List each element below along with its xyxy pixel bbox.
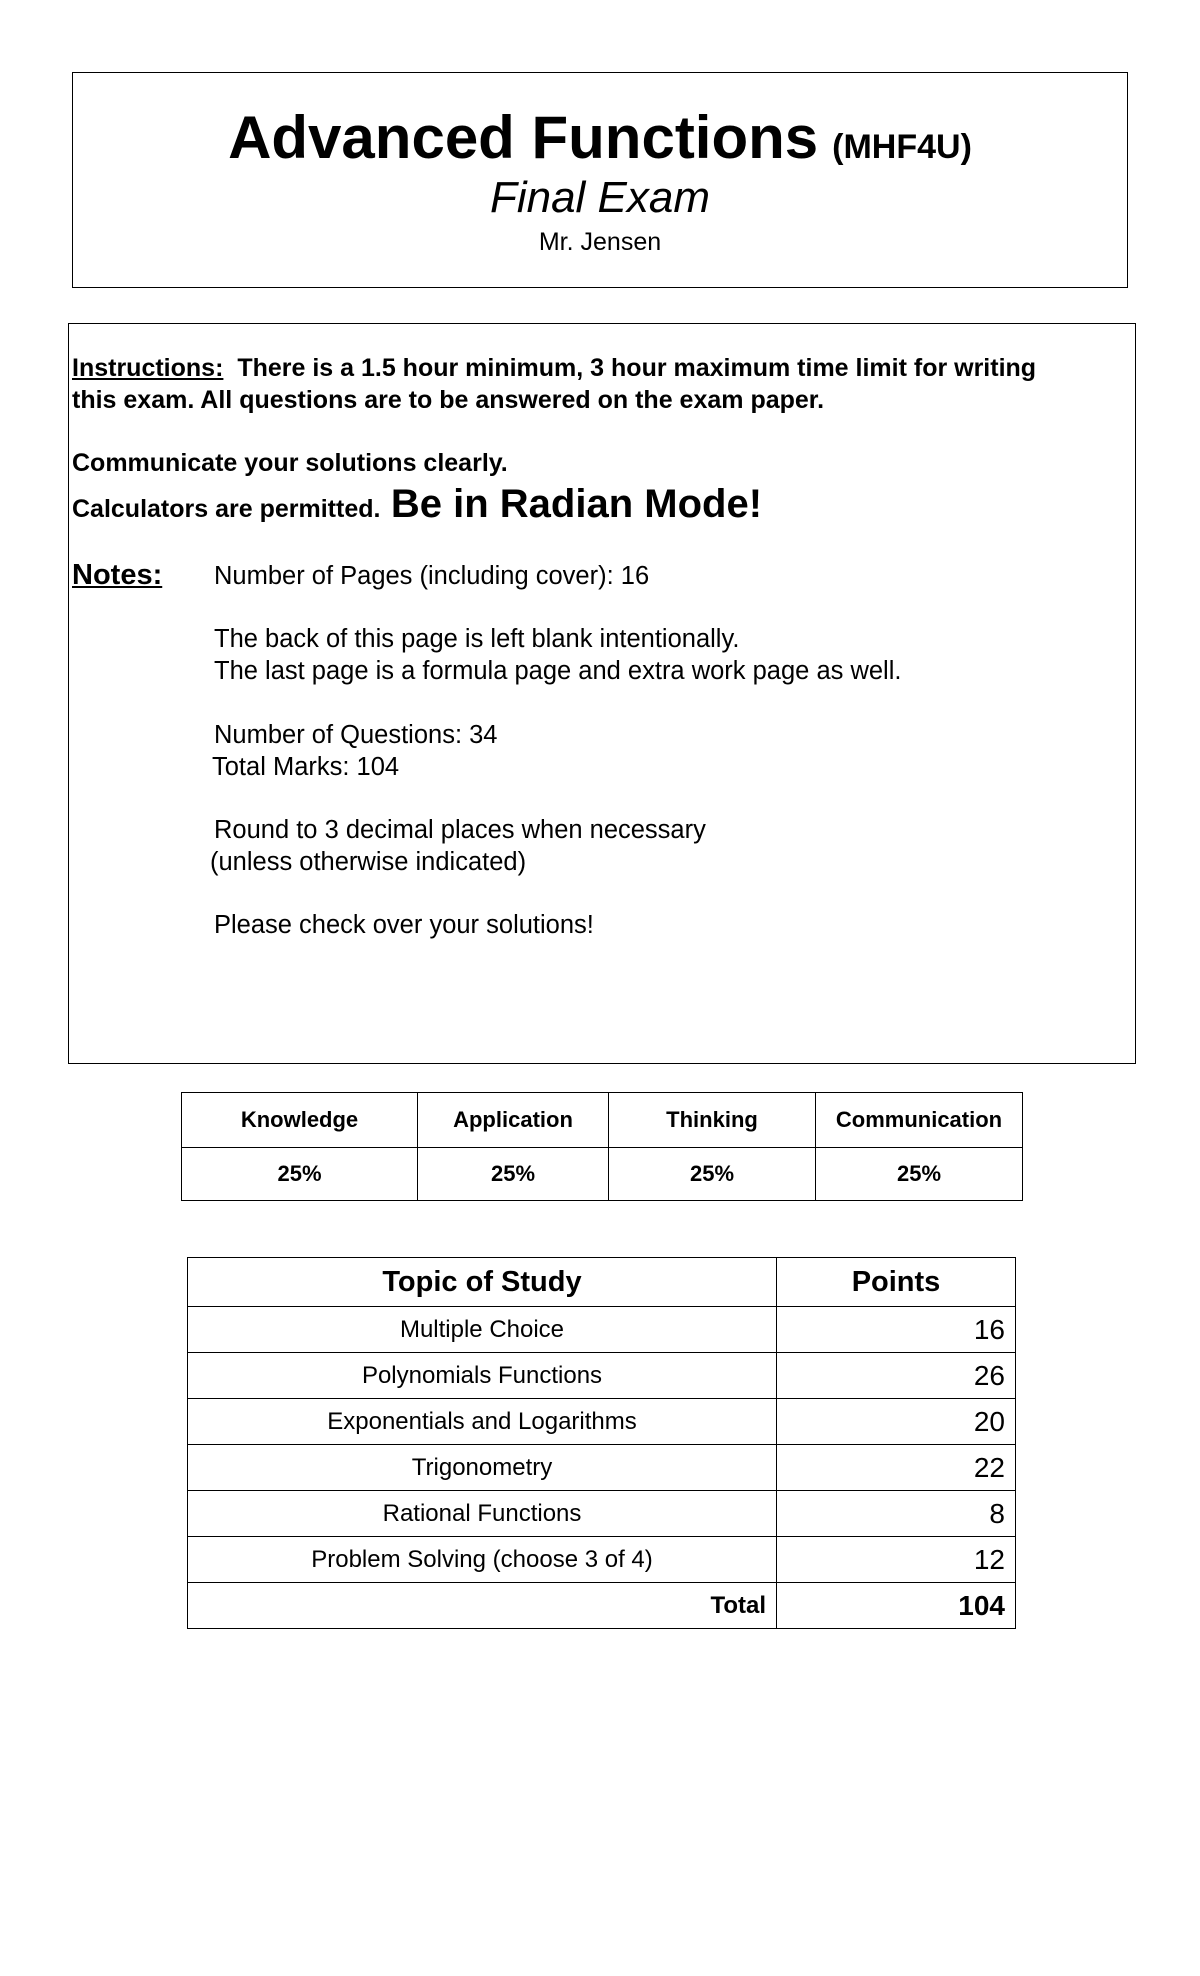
communicate-line: Communicate your solutions clearly. xyxy=(72,449,508,477)
note-total-marks: Total Marks: 104 xyxy=(212,753,400,781)
category-weight: 25% xyxy=(609,1148,816,1201)
calculators-text: Calculators are permitted. xyxy=(72,495,381,523)
note-round: Round to 3 decimal places when necessary xyxy=(214,816,706,844)
points-cell: 12 xyxy=(777,1537,1016,1583)
topic-cell: Multiple Choice xyxy=(188,1307,777,1353)
topic-cell: Rational Functions xyxy=(188,1491,777,1537)
points-cell: 20 xyxy=(777,1399,1016,1445)
note-questions: Number of Questions: 34 xyxy=(214,721,498,749)
total-label: Total xyxy=(188,1583,777,1629)
category-weight: 25% xyxy=(182,1148,418,1201)
course-code: (MHF4U) xyxy=(832,128,972,166)
total-row xyxy=(188,1583,1016,1629)
points-cell: 16 xyxy=(777,1307,1016,1353)
exam-title: Advanced Functions xyxy=(228,104,819,171)
topic-cell: Polynomials Functions xyxy=(188,1353,777,1399)
instructions-box xyxy=(68,323,1136,1064)
table-row xyxy=(188,1307,1016,1353)
topic-cell: Trigonometry xyxy=(188,1445,777,1491)
topic-points-table xyxy=(187,1257,1016,1629)
total-points: 104 xyxy=(777,1583,1016,1629)
title-line xyxy=(73,103,1127,173)
category-header: Knowledge xyxy=(182,1093,418,1148)
teacher-name: Mr. Jensen xyxy=(538,228,662,256)
note-check: Please check over your solutions! xyxy=(214,911,594,939)
category-header: Thinking xyxy=(609,1093,816,1148)
category-weight: 25% xyxy=(418,1148,609,1201)
instructions-line-2: this exam. All questions are to be answered on the exam paper. xyxy=(72,386,825,414)
category-value-row xyxy=(182,1148,1023,1201)
notes-label: Notes: xyxy=(72,559,163,591)
category-header-row xyxy=(182,1093,1023,1148)
category-header: Application xyxy=(418,1093,609,1148)
topic-cell: Exponentials and Logarithms xyxy=(188,1399,777,1445)
points-cell: 26 xyxy=(777,1353,1016,1399)
instructions-line-1 xyxy=(72,352,1036,384)
radian-mode-text: Be in Radian Mode! xyxy=(390,482,763,526)
exam-subtitle: Final Exam xyxy=(489,173,711,222)
table-row xyxy=(188,1353,1016,1399)
category-weight: 25% xyxy=(816,1148,1023,1201)
instructions-label: Instructions: xyxy=(72,354,224,382)
title-box xyxy=(72,72,1128,288)
category-weights-table xyxy=(181,1092,1023,1201)
note-last-page: The last page is a formula page and extra work page as well. xyxy=(214,657,902,685)
table-row xyxy=(188,1537,1016,1583)
calculators-line xyxy=(72,479,762,529)
points-cell: 22 xyxy=(777,1445,1016,1491)
table-row xyxy=(188,1399,1016,1445)
topic-header-row xyxy=(188,1258,1016,1307)
topic-header: Topic of Study xyxy=(188,1258,777,1307)
instructions-text-1: There is a 1.5 hour minimum, 3 hour maximum time limit for writing xyxy=(237,354,1037,382)
topic-cell: Problem Solving (choose 3 of 4) xyxy=(188,1537,777,1583)
table-row xyxy=(188,1491,1016,1537)
points-cell: 8 xyxy=(777,1491,1016,1537)
note-unless: (unless otherwise indicated) xyxy=(210,848,527,876)
note-pages: Number of Pages (including cover): 16 xyxy=(214,562,650,590)
table-row xyxy=(188,1445,1016,1491)
points-header: Points xyxy=(777,1258,1016,1307)
category-header: Communication xyxy=(816,1093,1023,1148)
note-back-blank: The back of this page is left blank intentionally. xyxy=(214,625,740,653)
